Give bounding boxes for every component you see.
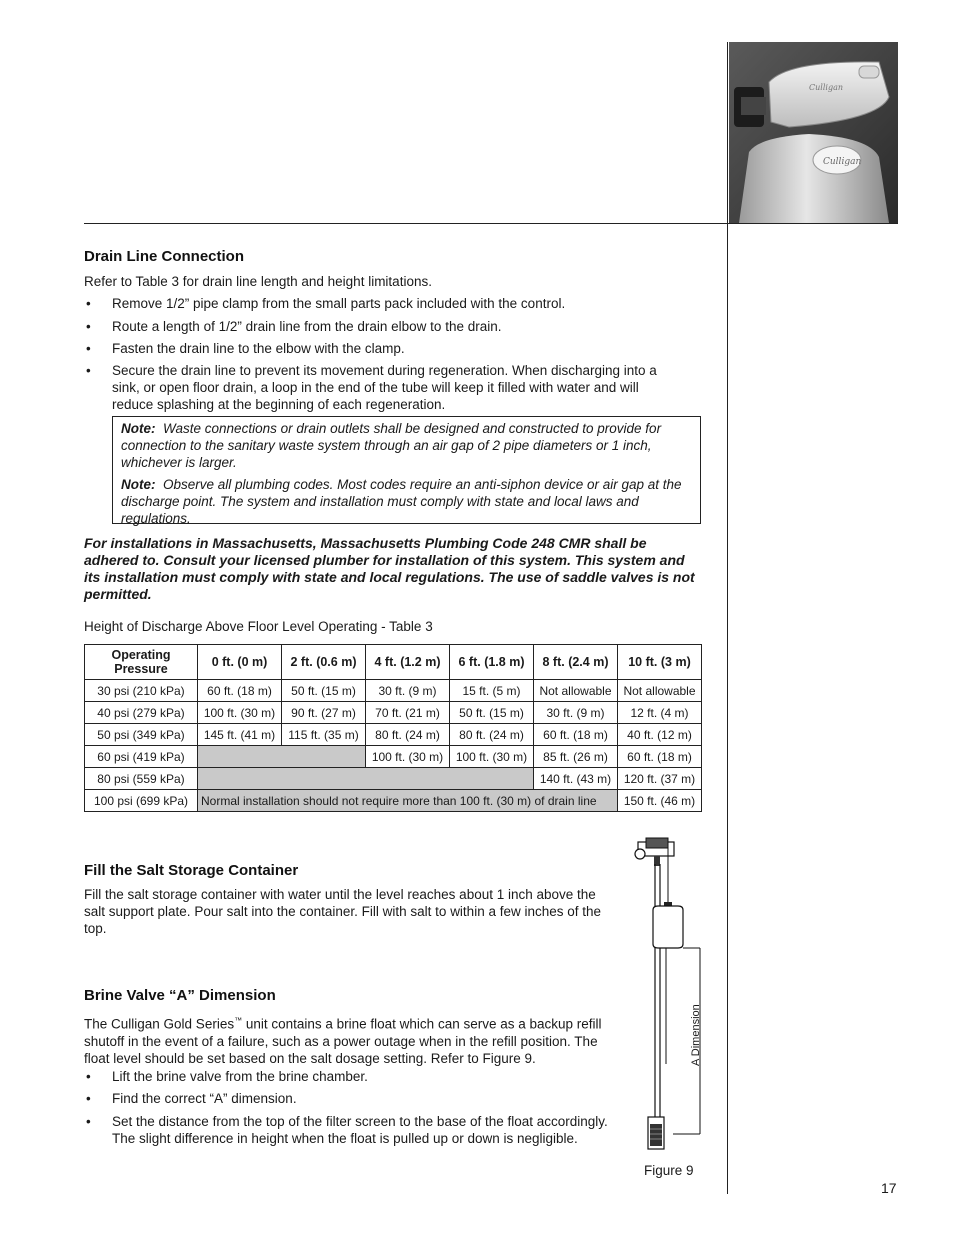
shaded-cell bbox=[198, 768, 534, 790]
note-1: Note: Waste connections or drain outlets shall be designed and constructed to provide for connection to the sanitary waste system through an air gap of 2 pipe diameters or 1 inch, whichever is larger. bbox=[121, 421, 662, 470]
table-header: 10 ft. (3 m) bbox=[618, 645, 702, 680]
shaded-note-cell: Normal installation should not require more than 100 ft. (30 m) of drain line bbox=[198, 790, 618, 812]
header-rule bbox=[84, 223, 728, 224]
figure-caption: Figure 9 bbox=[644, 1163, 694, 1178]
photo-brand-1: Culligan bbox=[809, 83, 843, 92]
product-photo bbox=[729, 42, 898, 223]
sidebar-header-rule bbox=[728, 223, 898, 224]
note-2: Note: Observe all plumbing codes. Most codes require an anti-siphon device or air gap at the discharge point. The system and installation must comply with state and local laws and regulations. bbox=[121, 477, 682, 526]
table-row: 40 psi (279 kPa) 100 ft. (30 m) 90 ft. (27 m) 70 ft. (21 m) 50 ft. (15 m) 30 ft. (9 m) 12 ft. (4 m) bbox=[85, 702, 702, 724]
table-row: 80 psi (559 kPa) 140 ft. (43 m) 120 ft. (37 m) bbox=[85, 768, 702, 790]
brine-text: The Culligan Gold Series™ unit contains a brine float which can serve as a backup refill shutoff in the event of a failure, such as a power outage when in the refill position. The float level should be set based on the salt dosage setting. Refer to Figure 9. bbox=[84, 1016, 602, 1066]
table-row: 100 psi (699 kPa) Normal installation should not require more than 100 ft. (30 m) of drain line 150 ft. (46 m) bbox=[85, 790, 702, 812]
salt-heading: Fill the Salt Storage Container bbox=[84, 862, 299, 879]
massachusetts-warning: For installations in Massachusetts, Massachusetts Plumbing Code 248 CMR shall be adhered to. Consult your licensed plumber for installation of this system. This system and its installation must comply with state and local regulations. The use of saddle valves is not permitted. bbox=[84, 535, 695, 602]
drain-heading: Drain Line Connection bbox=[84, 248, 245, 265]
drain-intro: Refer to Table 3 for drain line length and height limitations. bbox=[84, 274, 432, 289]
salt-text: Fill the salt storage container with water until the level reaches about 1 inch above the salt support plate. Pour salt into the container. Fill with salt to within a few inches of the top. bbox=[84, 887, 602, 936]
shaded-cell bbox=[198, 746, 366, 768]
table-header: 6 ft. (1.8 m) bbox=[450, 645, 534, 680]
table-header-row bbox=[85, 645, 702, 680]
table-caption: Height of Discharge Above Floor Level Operating - Table 3 bbox=[84, 619, 433, 634]
brine-heading: Brine Valve “A” Dimension bbox=[84, 987, 276, 1004]
table-row: 30 psi (210 kPa) 60 ft. (18 m) 50 ft. (15 m) 30 ft. (9 m) 15 ft. (5 m) Not allowable Not allowable bbox=[85, 680, 702, 702]
page-number: 17 bbox=[881, 1180, 897, 1196]
table-row: 50 psi (349 kPa) 145 ft. (41 m) 115 ft. (35 m) 80 ft. (24 m) 80 ft. (24 m) 60 ft. (18 m) 40 ft. (12 m) bbox=[85, 724, 702, 746]
table-header: 4 ft. (1.2 m) bbox=[366, 645, 450, 680]
note-box bbox=[112, 416, 701, 524]
table-row: 60 psi (419 kPa) 100 ft. (30 m) 100 ft. (30 m) 85 ft. (26 m) 60 ft. (18 m) bbox=[85, 746, 702, 768]
sidebar-rule bbox=[727, 42, 728, 1194]
brine-valve-figure bbox=[628, 834, 708, 1154]
drain-table bbox=[84, 644, 702, 812]
a-dimension-label: A Dimension bbox=[690, 1004, 702, 1066]
photo-brand-2: Culligan bbox=[823, 157, 862, 167]
table-header: 8 ft. (2.4 m) bbox=[534, 645, 618, 680]
table-header: Operating Pressure bbox=[85, 645, 198, 680]
table-header: 0 ft. (0 m) bbox=[198, 645, 282, 680]
table-header: 2 ft. (0.6 m) bbox=[282, 645, 366, 680]
